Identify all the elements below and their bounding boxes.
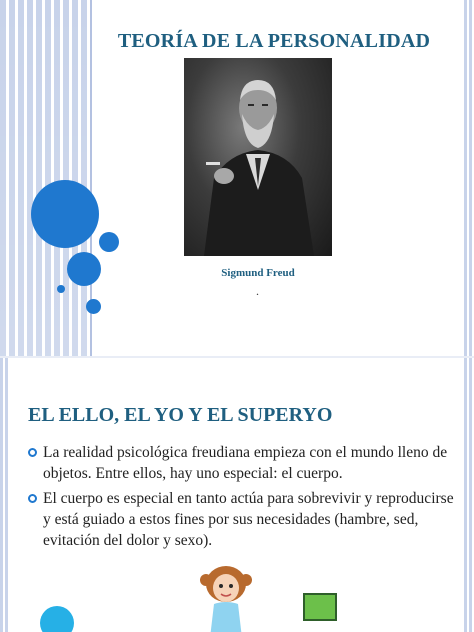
portrait-caption: Sigmund Freud <box>221 267 295 279</box>
right-edge-stripes <box>464 0 474 356</box>
bullet-text: La realidad psicológica freudiana empieza con el mundo lleno de objetos. Entre ellos, hay uno especial: el cuerpo. <box>43 444 448 482</box>
decorative-circle-medium <box>67 252 101 286</box>
green-square-shape <box>303 593 337 621</box>
decorative-circle-small-2 <box>86 299 101 314</box>
bullet-circle-icon <box>28 448 37 457</box>
bullet-text: El cuerpo es especial en tanto actúa para sobrevivir y reproducirse y está guiado a estos fines por sus necesidades (hambre, sed, evitación del dolor y sexo). <box>43 490 454 549</box>
left-edge-stripes <box>0 358 10 632</box>
slide-2 <box>0 358 474 632</box>
decorative-circle-tiny <box>57 285 65 293</box>
bullet-list <box>26 442 456 555</box>
right-edge-stripes-2 <box>464 358 474 632</box>
bullet-item <box>26 442 456 484</box>
caption-dot: . <box>256 284 259 298</box>
slide-2-title: EL ELLO, EL YO Y EL SUPERYO <box>28 404 333 426</box>
decorative-circle-large <box>31 180 99 248</box>
portrait-photo-icon <box>184 58 332 256</box>
slide-title: TEORÍA DE LA PERSONALIDAD <box>117 30 431 52</box>
decorative-circle-small <box>99 232 119 252</box>
bullet-circle-icon <box>28 494 37 503</box>
bullet-item <box>26 488 456 551</box>
cartoon-girl-icon <box>196 558 256 632</box>
stripes-fade <box>0 0 90 356</box>
decorative-circle-light <box>40 606 74 632</box>
